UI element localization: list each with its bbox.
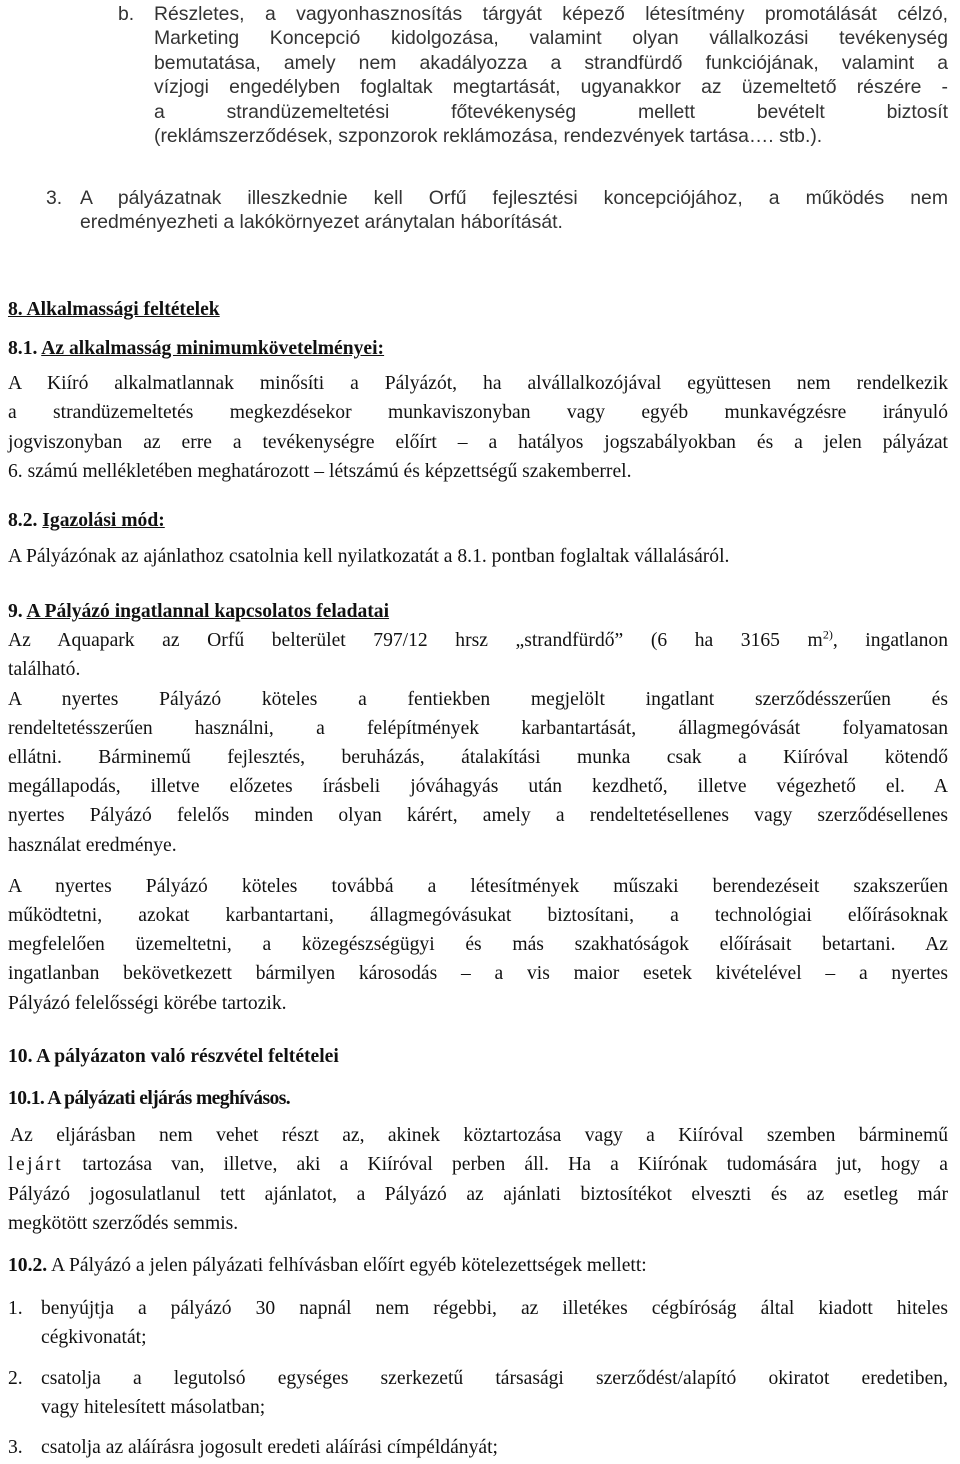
subsection-title: 10.1. A pályázati eljárás meghívásos. (8, 1088, 291, 1109)
superscript: 2) (822, 627, 833, 642)
section-title-text: A Pályázó ingatlannal kapcsolatos feladatai (26, 601, 390, 622)
text-line: megkötött szerződés semmis. (8, 1212, 239, 1234)
subsection-title (8, 506, 948, 535)
section-10-heading (8, 1042, 948, 1071)
subsection-title (8, 334, 948, 363)
text-line: A Pályázónak az ajánlathoz csatolnia kell nyilatkozatát a 8.1. pontban foglaltak vállalásáról. (8, 546, 730, 568)
section-9 (8, 597, 948, 1018)
text-line: található. (8, 659, 81, 681)
list-label: 3. (8, 1437, 23, 1458)
text-line: megállapodás, illetve előzetes írásbeli jóváhagyás után kezdhető, illetve végezhető el. A (8, 776, 948, 798)
text-line: ingatlanban bekövetkezett bármilyen károsodás – a vis maior esetek kivételével – a nyertes (8, 963, 948, 985)
section-heading (8, 597, 948, 626)
text-line: megfelelően üzemeltetni, a közegészségügyi és más szakhatóságok előírásait betartani. Az (8, 934, 948, 956)
list-label: b. (118, 3, 135, 25)
numbered-item-2 (8, 1364, 948, 1422)
subsection-8-1 (8, 334, 948, 486)
text-line: Az eljárásban nem vehet részt az, akinek köztartozása vagy a Kiíróval szemben bárminemű (10, 1125, 948, 1147)
text-line: a strandüzemeltetés megkezdésekor munkaviszonyban vagy egyéb munkavégzésre irányuló (8, 402, 948, 424)
text-line: 6. számú mellékletében meghatározott – létszámú és képzettségű szakemberrel. (8, 460, 632, 482)
text-line: a strandüzemeltetési főtevékenység mellett bevételt biztosít (154, 100, 948, 123)
numbered-item-3 (8, 1433, 948, 1462)
text-line: eredményezheti a lakókörnyezet aránytalan háborítását. (80, 211, 563, 234)
text-line: csatolja az aláírásra jogosult eredeti aláírási címpéldányát; (41, 1437, 498, 1458)
text-line: (reklámszerződések, szponzorok reklámozása, rendezvények tartása…. stb.). (154, 125, 823, 148)
subsection-10-2 (8, 1251, 948, 1280)
section-heading: 10. A pályázaton való részvétel feltételei (8, 1046, 339, 1067)
subsection-number: 8.1. (8, 338, 38, 359)
text-line: ellátni. Bárminemű fejlesztés, beruházás, átalakítási munka csak a Kiíróval kötendő (8, 747, 948, 769)
section-number: 9. (8, 601, 23, 622)
text-segment: Az Aquapark az Orfű belterület 797/12 hrsz „strandfürdő” (6 ha 3165 m (8, 630, 823, 652)
text-line: A pályázatnak illeszkednie kell Orfű fejlesztési koncepciójához, a működés nem (80, 187, 948, 209)
text-line: benyújtja a pályázó 30 napnál nem régebbi, az illetékes cégbíróság által kiadott hiteles (41, 1298, 948, 1319)
subsection-intro (8, 1251, 948, 1280)
subsection-10-1 (8, 1084, 948, 1238)
text-line: jogviszonyban az erre a tevékenységre előírt – a hatályos jogszabályokban és a jelen pályázat (8, 431, 948, 453)
text-segment: , ingatlanon (832, 630, 948, 652)
list-label: 1. (8, 1298, 23, 1319)
text-line: cégkivonatát; (41, 1327, 147, 1349)
text-line: csatolja a legutolsó egységes szerkezetű társasági szerződést/alapító okiratot eredetiben, (41, 1368, 948, 1389)
list-item-3 (46, 186, 948, 235)
subsection-title-text: Az alkalmasság minimumkövetelményei: (41, 338, 385, 359)
text-line: rendeltetésszerűen használni, a felépítmények karbantartását, állagmegóvását folyamatosan (8, 717, 948, 739)
list-label: 2. (8, 1368, 23, 1389)
subsection-number: 10.2. (8, 1255, 48, 1276)
text-line: Részletes, a vagyonhasznosítás tárgyát képező létesítmény promotálását célzó, (154, 3, 948, 25)
text-line: működtetni, azokat karbantartani, állagmegóvásukat biztosítani, a technológiai előírásoknak (8, 905, 948, 927)
text-line (8, 1150, 948, 1179)
subsection-number: 8.2. (8, 510, 38, 531)
text-line: vízjogi engedélyben foglaltak megtartását, ugyanakkor az üzemeltető részére - (154, 76, 948, 99)
text-line: használat eredménye. (8, 834, 177, 856)
text-segment: tartozása van, illetve, aki a Kiíróval perben áll. Ha a Kiírónak tudomására jut, hogy a (63, 1154, 948, 1176)
subsection-8-2 (8, 506, 948, 571)
numbered-item-1 (8, 1294, 948, 1352)
text-line: nyertes Pályázó felelős minden olyan kárért, amely a rendeltetésellenes vagy szerződésellenes (8, 805, 948, 827)
text-line: bemutatása, amely nem akadályozza a strandfürdő funkciójának, valamint a (154, 51, 948, 74)
text-line (8, 626, 948, 655)
text-line: Marketing Koncepció kidolgozása, valamint olyan vállalkozási tevékenység (154, 27, 948, 50)
text-line: A Kiíró alkalmatlannak minősíti a Pályázót, ha alvállalkozójával együttesen nem rendelkezik (8, 373, 948, 395)
subsection-title-text: Igazolási mód: (42, 510, 165, 531)
text-line: vagy hitelesített másolatban; (41, 1397, 266, 1419)
subsection-text: A Pályázó a jelen pályázati felhívásban előírt egyéb kötelezettségek mellett: (51, 1255, 647, 1276)
spaced-word: lejárt (8, 1154, 64, 1176)
list-item-b (118, 2, 948, 148)
section-8-heading (8, 295, 948, 324)
text-line: A nyertes Pályázó köteles továbbá a létesítmények műszaki berendezéseit szakszerűen (8, 875, 948, 897)
text-line: Pályázó jogosulatlanul tett ajánlatot, a Pályázó az ajánlati biztosítékot elveszti és az esetleg már (8, 1183, 948, 1205)
text-line: A nyertes Pályázó köteles a fentiekben megjelölt ingatlant szerződésszerűen és (8, 688, 948, 710)
section-heading: 8. Alkalmassági feltételek (8, 299, 220, 320)
list-label: 3. (46, 187, 63, 209)
text-line: Pályázó felelősségi körébe tartozik. (8, 992, 287, 1014)
